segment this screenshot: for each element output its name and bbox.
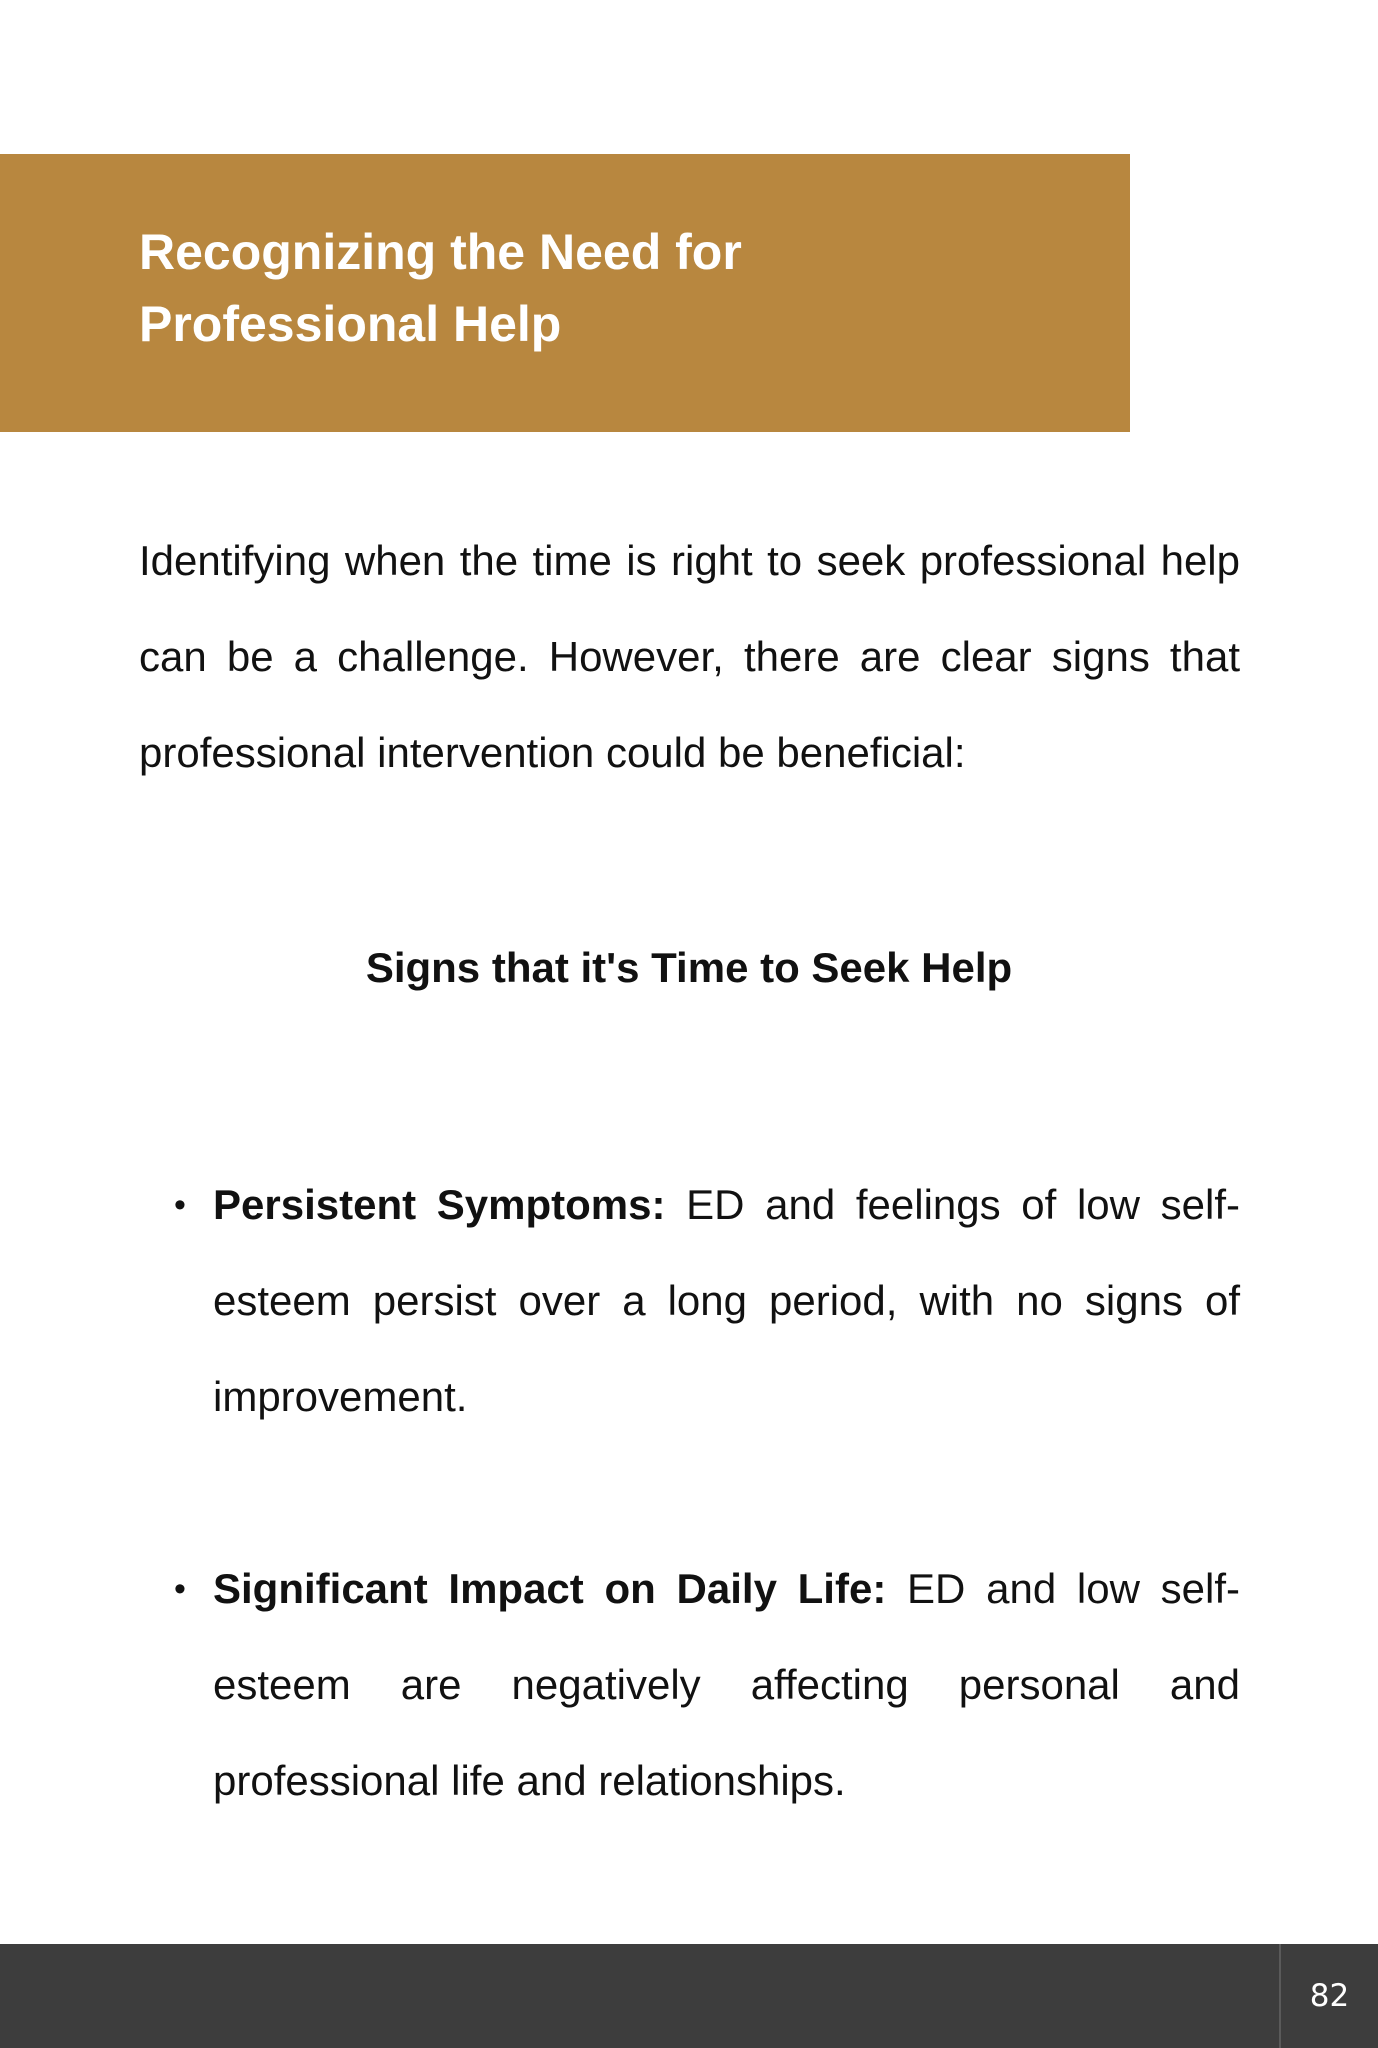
page-title-line-2: Professional Help	[139, 296, 562, 352]
page-number: 82	[1279, 1944, 1378, 2048]
page-title-line-1: Recognizing the Need for	[139, 224, 742, 280]
list-item-text: ED and feelings of low self-esteem persist over a long period, with no signs of improvement.	[213, 1181, 1240, 1420]
section-heading: Signs that it's Time to Seek Help	[365, 944, 1013, 991]
list-item-daily-life-impact	[213, 1541, 1240, 1829]
list-item-term: Persistent Symptoms:	[213, 1181, 666, 1228]
bullet-icon: •	[174, 1570, 186, 1608]
bullet-icon: •	[174, 1186, 186, 1224]
list-item-term: Significant Impact on Daily Life:	[213, 1565, 887, 1612]
page-footer	[0, 1944, 1378, 2048]
list-item-text: ED and low self-esteem are negatively affecting personal and professional life and relationships.	[213, 1565, 1240, 1804]
list-item-persistent-symptoms	[213, 1157, 1240, 1445]
intro-paragraph: Identifying when the time is right to seek professional help can be a challenge. However, there are clear signs that professional intervention could be beneficial:	[139, 537, 1240, 776]
page-title	[139, 216, 899, 360]
